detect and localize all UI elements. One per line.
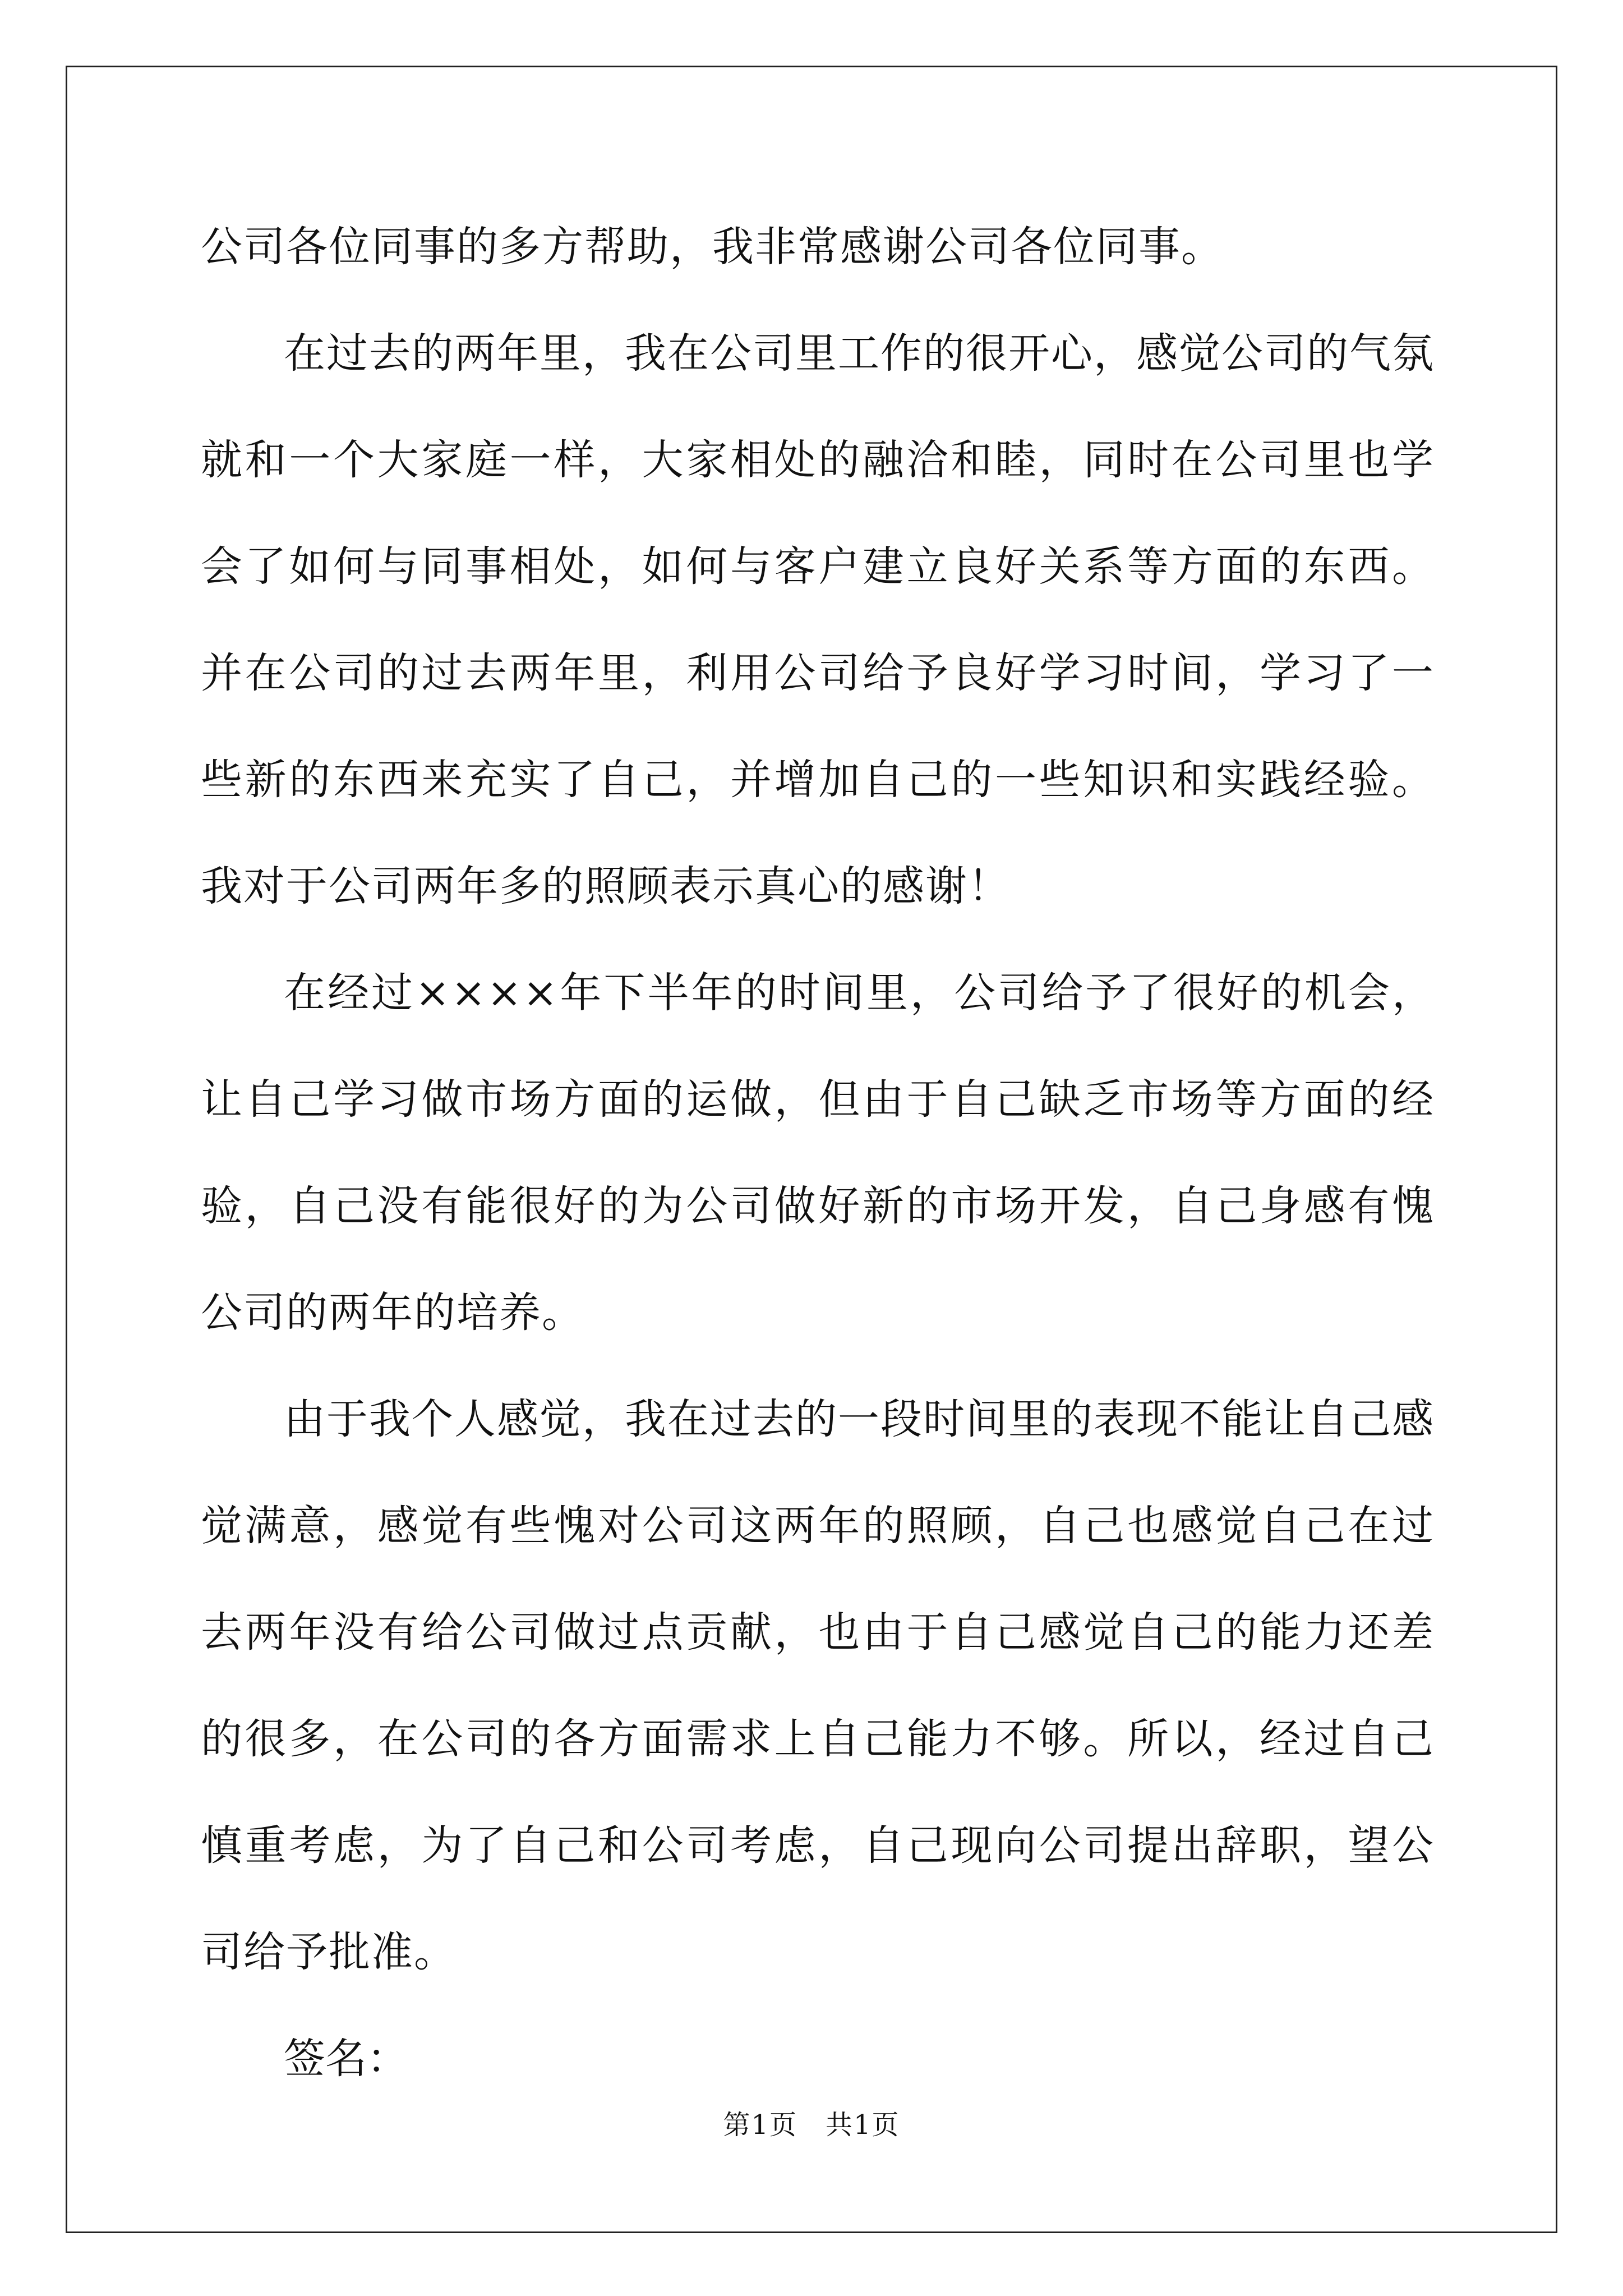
document-body	[201, 194, 1435, 2112]
paragraph-gratitude: 在过去的两年里，我在公司里工作的很开心，感觉公司的气氛就和一个大家庭一样，大家相处的融洽和睦，同时在公司里也学会了如何与同事相处，如何与客户建立良好关系等方面的东西。并在公司的过去两年里，利用公司给予良好学习时间，学习了一些新的东西来充实了自己，并增加自己的一些知识和实践经验。我对于公司两年多的照顾表示真心的感谢！	[201, 329, 1435, 910]
page-footer: 第1页 共1页	[723, 2109, 900, 2141]
signature-label: 签名：	[284, 2035, 408, 2083]
paragraph-market-experience: 在经过××××年下半年的时间里，公司给予了很好的机会，让自己学习做市场方面的运做，但由于自己缺乏市场等方面的经验，自己没有能很好的为公司做好新的市场开发，自己身感有愧公司的两年的培养。	[201, 969, 1435, 1337]
paragraph-continuation: 公司各位同事的多方帮助，我非常感谢公司各位同事。	[201, 223, 1224, 271]
paragraph-resignation-request: 由于我个人感觉，我在过去的一段时间里的表现不能让自己感觉满意，感觉有些愧对公司这两年的照顾，自己也感觉自己在过去两年没有给公司做过点贡献，也由于自己感觉自己的能力还差的很多，在公司的各方面需求上自己能力不够。所以，经过自己慎重考虑，为了自己和公司考虑，自己现向公司提出辞职，望公司给予批准。	[201, 1395, 1435, 1976]
